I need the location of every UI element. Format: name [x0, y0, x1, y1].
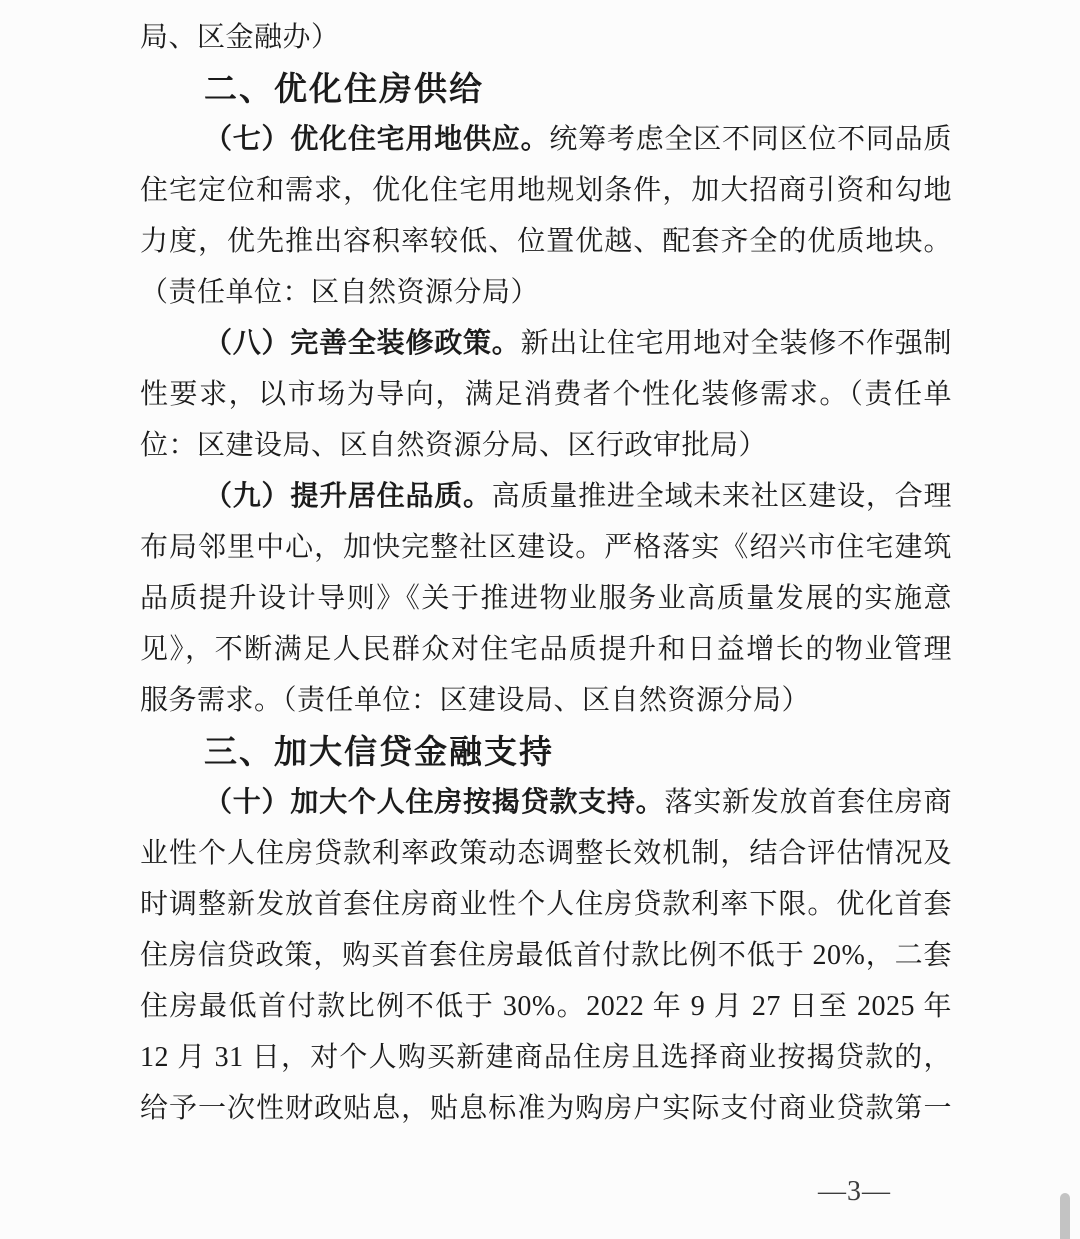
line-text: 性要求，以市场为导向，满足消费者个性化装修需求。（责任单	[140, 379, 952, 410]
text-line	[140, 930, 952, 981]
text-line	[140, 522, 952, 573]
text-line	[140, 420, 952, 471]
line-text: 布局邻里中心，加快完整社区建设。严格落实《绍兴市住宅建筑	[140, 532, 952, 563]
text-line	[140, 981, 952, 1032]
paragraph-lead-bold: （七）优化住宅用地供应。	[204, 124, 550, 155]
text-line	[140, 675, 952, 726]
text-line	[140, 573, 952, 624]
paragraph-lead-bold: （八）完善全装修政策。	[204, 328, 521, 359]
line-text: 位：区建设局、区自然资源分局、区行政审批局）	[140, 430, 768, 461]
text-line	[140, 12, 952, 63]
line-text: （责任单位：区自然资源分局）	[140, 277, 540, 308]
text-line	[140, 1083, 952, 1134]
line-text: 二、优化住房供给	[204, 70, 484, 107]
text-line	[140, 165, 952, 216]
text-line	[140, 1032, 952, 1083]
line-text: 服务需求。（责任单位：区建设局、区自然资源分局）	[140, 685, 811, 716]
line-text: 时调整新发放首套住房商业性个人住房贷款利率下限。优化首套	[140, 889, 952, 920]
paragraph-lead-bold: （十）加大个人住房按揭贷款支持。	[204, 787, 665, 818]
line-text: 12 月 31 日，对个人购买新建商品住房且选择商业按揭贷款的，	[140, 1042, 952, 1073]
line-text: 住房最低首付款比例不低于 30%。2022 年 9 月 27 日至 2025 年	[140, 991, 952, 1022]
line-text: 住房信贷政策，购买首套住房最低首付款比例不低于 20%，二套	[140, 940, 952, 971]
text-line	[140, 777, 952, 828]
section-heading	[140, 726, 952, 777]
text-line	[140, 624, 952, 675]
text-line	[140, 369, 952, 420]
line-text: 力度，优先推出容积率较低、位置优越、配套齐全的优质地块。	[140, 226, 952, 257]
section-heading	[140, 63, 952, 114]
scrollbar-thumb[interactable]	[1060, 1193, 1070, 1239]
text-line	[140, 267, 952, 318]
line-text: 落实新发放首套住房商	[664, 787, 952, 818]
page-number: —3—	[818, 1176, 891, 1207]
text-line	[140, 879, 952, 930]
line-text: 住宅定位和需求，优化住宅用地规划条件，加大招商引资和勾地	[140, 175, 952, 206]
text-line	[140, 114, 952, 165]
line-text: 品质提升设计导则》《关于推进物业服务业高质量发展的实施意	[140, 583, 952, 614]
line-text: 高质量推进全域未来社区建设，合理	[491, 481, 952, 512]
paragraph-lead-bold: （九）提升居住品质。	[204, 481, 492, 512]
text-line	[140, 216, 952, 267]
text-line	[140, 318, 952, 369]
line-text: 新出让住宅用地对全装修不作强制	[520, 328, 952, 359]
text-line	[140, 471, 952, 522]
line-text: 统筹考虑全区不同区位不同品质	[549, 124, 952, 155]
line-text: 局、区金融办）	[140, 22, 340, 53]
line-text: 给予一次性财政贴息，贴息标准为购房户实际支付商业贷款第一	[140, 1093, 952, 1124]
line-text: 业性个人住房贷款利率政策动态调整长效机制，结合评估情况及	[140, 838, 952, 869]
line-text: 三、加大信贷金融支持	[204, 733, 554, 770]
line-text: 见》，不断满足人民群众对住宅品质提升和日益增长的物业管理	[140, 634, 952, 665]
text-line	[140, 828, 952, 879]
document-body	[140, 12, 952, 1134]
